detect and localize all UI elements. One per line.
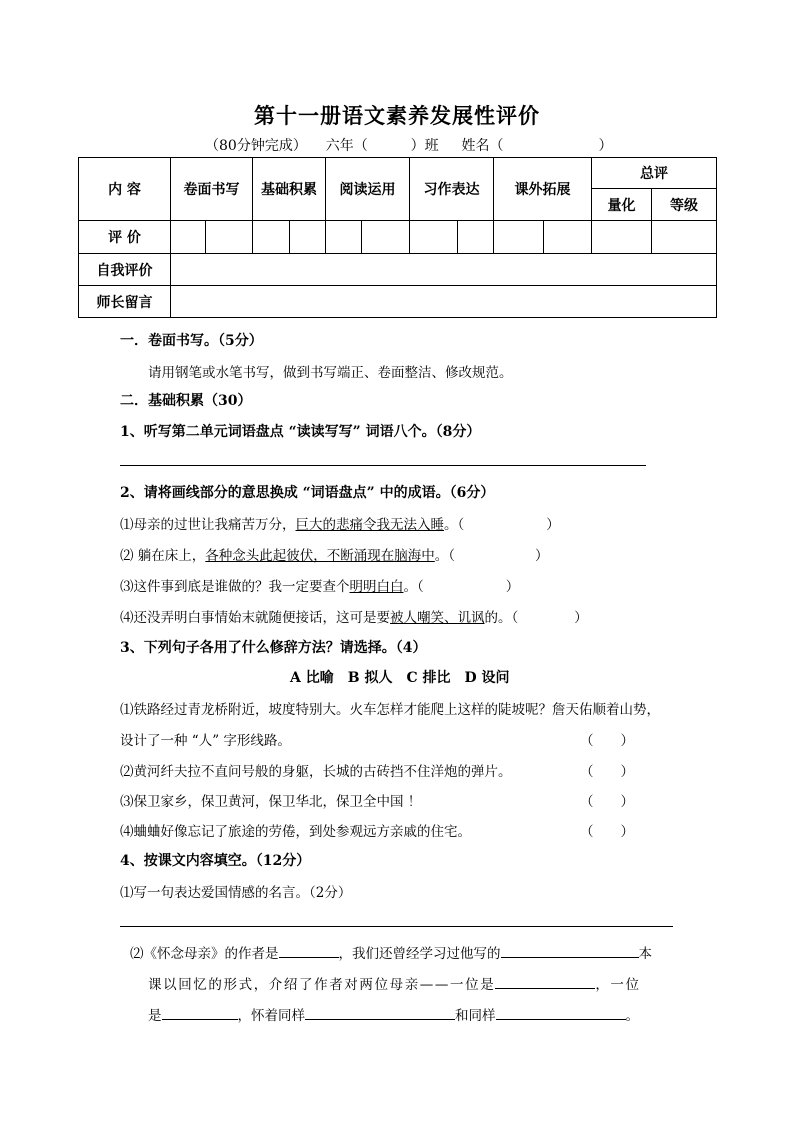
q2-item-text: 。（ (403, 579, 424, 595)
q3-answer-paren[interactable]: （ ） (580, 764, 634, 780)
answer-blank[interactable] (501, 943, 639, 958)
q3-answer-paren[interactable]: （ ） (580, 794, 634, 810)
eval-cell[interactable] (171, 221, 206, 254)
header-quantify: 量化 (592, 189, 652, 221)
eval-cell[interactable] (290, 221, 326, 254)
answer-blank[interactable] (495, 974, 595, 989)
q4-text: ，一位 (595, 977, 641, 993)
eval-cell[interactable] (458, 221, 494, 254)
header-extension: 课外拓展 (494, 158, 592, 221)
q2-item-text: 。（ (444, 517, 465, 533)
q4-text: 是 (148, 1008, 162, 1024)
header-writing-expression: 习作表达 (410, 158, 494, 221)
row-self-label: 自我评价 (79, 254, 171, 286)
q3-answer-paren[interactable]: （ ） (580, 733, 634, 749)
q4-item-2-line-3 (148, 1004, 639, 1024)
q4-text: 和同样 (455, 1008, 496, 1024)
q4-text: 。 (625, 1008, 639, 1024)
q3-answer-paren[interactable]: （ ） (580, 824, 634, 840)
q2-item-text: ） (546, 517, 560, 533)
header-writing: 卷面书写 (171, 158, 253, 221)
answer-blank[interactable] (305, 1005, 455, 1020)
q4-text: ⑵《怀念母亲》的作者是 (130, 946, 279, 962)
q3-options: A 比喻 B 拟人 C 排比 D 设问 (290, 670, 510, 686)
answer-line[interactable] (120, 926, 673, 927)
eval-cell[interactable] (592, 221, 652, 254)
subtitle (205, 135, 612, 155)
section-1-text: 请用钢笔或水笔书写，做到书写端正、卷面整洁、修改规范。 (148, 365, 513, 381)
q4-text: ，怀着同样 (237, 1008, 305, 1024)
q4-item-2-line-1 (130, 942, 652, 962)
header-total: 总评 (592, 158, 717, 189)
underlined-phrase: 被人嘲笑、讥讽 (390, 610, 485, 626)
q2-item-text: ⑷还没弄明白事情始末就随便接话，这可是要 (120, 610, 390, 626)
eval-cell[interactable] (206, 221, 253, 254)
name-close: ） (598, 138, 613, 154)
eval-cell[interactable] (410, 221, 458, 254)
q2-item-text: 。（ (434, 548, 456, 564)
q2-item-text: ） (535, 548, 549, 564)
eval-cell[interactable] (253, 221, 290, 254)
underlined-phrase: 明明白白 (349, 579, 404, 595)
header-content: 内 容 (79, 158, 171, 221)
answer-line[interactable] (120, 465, 646, 466)
name-label: 姓名（ (461, 138, 504, 154)
underlined-phrase: 巨大的悲痛令我无法入睡 (295, 517, 444, 533)
answer-blank[interactable] (162, 1005, 238, 1020)
eval-cell[interactable] (494, 221, 544, 254)
q4-text: 本 (638, 946, 652, 962)
grade-label: 六年（ (325, 138, 368, 154)
q3-item-3: ⑶保卫家乡，保卫黄河，保卫华北，保卫全中国 ！ (120, 794, 422, 810)
evaluation-table (78, 157, 717, 318)
q2-item-2 (120, 544, 549, 564)
question-4: 4、按课文内容填空。（12分） (120, 853, 311, 869)
row-evaluation-label: 评 价 (79, 221, 171, 254)
teacher-comment-cell[interactable] (171, 286, 717, 318)
question-2: 2、请将画线部分的意思换成 “词语盘点” 中的成语。（6分） (120, 485, 495, 501)
header-reading: 阅读运用 (326, 158, 410, 221)
q4-text: 课以回忆的形式，介绍了作者对两位母亲——一位是 (148, 977, 496, 993)
q2-item-text: ⑶这件事到底是谁做的？我一定要查个 (120, 579, 350, 595)
q2-item-text: ） (505, 579, 520, 595)
q3-item-4: ⑷蛐蛐好像忘记了旅途的劳倦，到处参观远方亲戚的住宅。 (120, 824, 471, 840)
class-label: ）班 (410, 138, 439, 154)
q2-item-text: ） (574, 610, 588, 626)
time-note: （80分钟完成） (205, 138, 307, 154)
answer-blank[interactable] (496, 1005, 626, 1020)
section-1-heading: 一．卷面书写。（5分） (120, 333, 263, 349)
eval-cell[interactable] (362, 221, 410, 254)
q3-item-1: ⑴铁路经过青龙桥附近，坡度特别大。火车怎样才能爬上这样的陡坡呢？詹天佑顺着山势， (120, 702, 660, 718)
underlined-phrase: 各种念头此起彼伏，不断涌现在脑海中 (205, 548, 435, 564)
q4-item-1: ⑴写一句表达爱国情感的名言。（2分） (120, 885, 352, 901)
q4-text: ，我们还曾经学习过他写的 (338, 946, 501, 962)
q2-item-4 (120, 606, 588, 626)
row-teacher-label: 师长留言 (79, 286, 171, 318)
eval-cell[interactable] (326, 221, 362, 254)
section-2-heading: 二．基础积累（30） (120, 393, 252, 409)
q3-item-1-cont: 设计了一种 “人” 字形线路。 (120, 733, 291, 749)
q2-item-text: 的。（ (484, 610, 519, 626)
header-level: 等级 (652, 189, 717, 221)
self-evaluation-cell[interactable] (171, 254, 717, 286)
answer-blank[interactable] (279, 943, 339, 958)
question-1: 1、听写第二单元词语盘点 “读读写写” 词语八个。（8分） (120, 424, 481, 440)
eval-cell[interactable] (544, 221, 592, 254)
eval-cell[interactable] (652, 221, 717, 254)
q4-item-2-line-2 (148, 973, 641, 993)
q3-item-2: ⑵黄河纤夫拉不直问号般的身躯，长城的古砖挡不住洋炮的弹片。 (120, 764, 512, 780)
q2-item-text: ⑵ 躺在床上， (120, 548, 206, 564)
q2-item-text: ⑴母亲的过世让我痛苦万分， (120, 517, 296, 533)
q2-item-3 (120, 575, 519, 595)
q2-item-1 (120, 513, 560, 533)
page-title: 第十一册语文素养发展性评价 (254, 103, 540, 128)
question-3: 3、下列句子各用了什么修辞方法？请选择。（4） (120, 640, 427, 656)
header-basics: 基础积累 (253, 158, 326, 221)
